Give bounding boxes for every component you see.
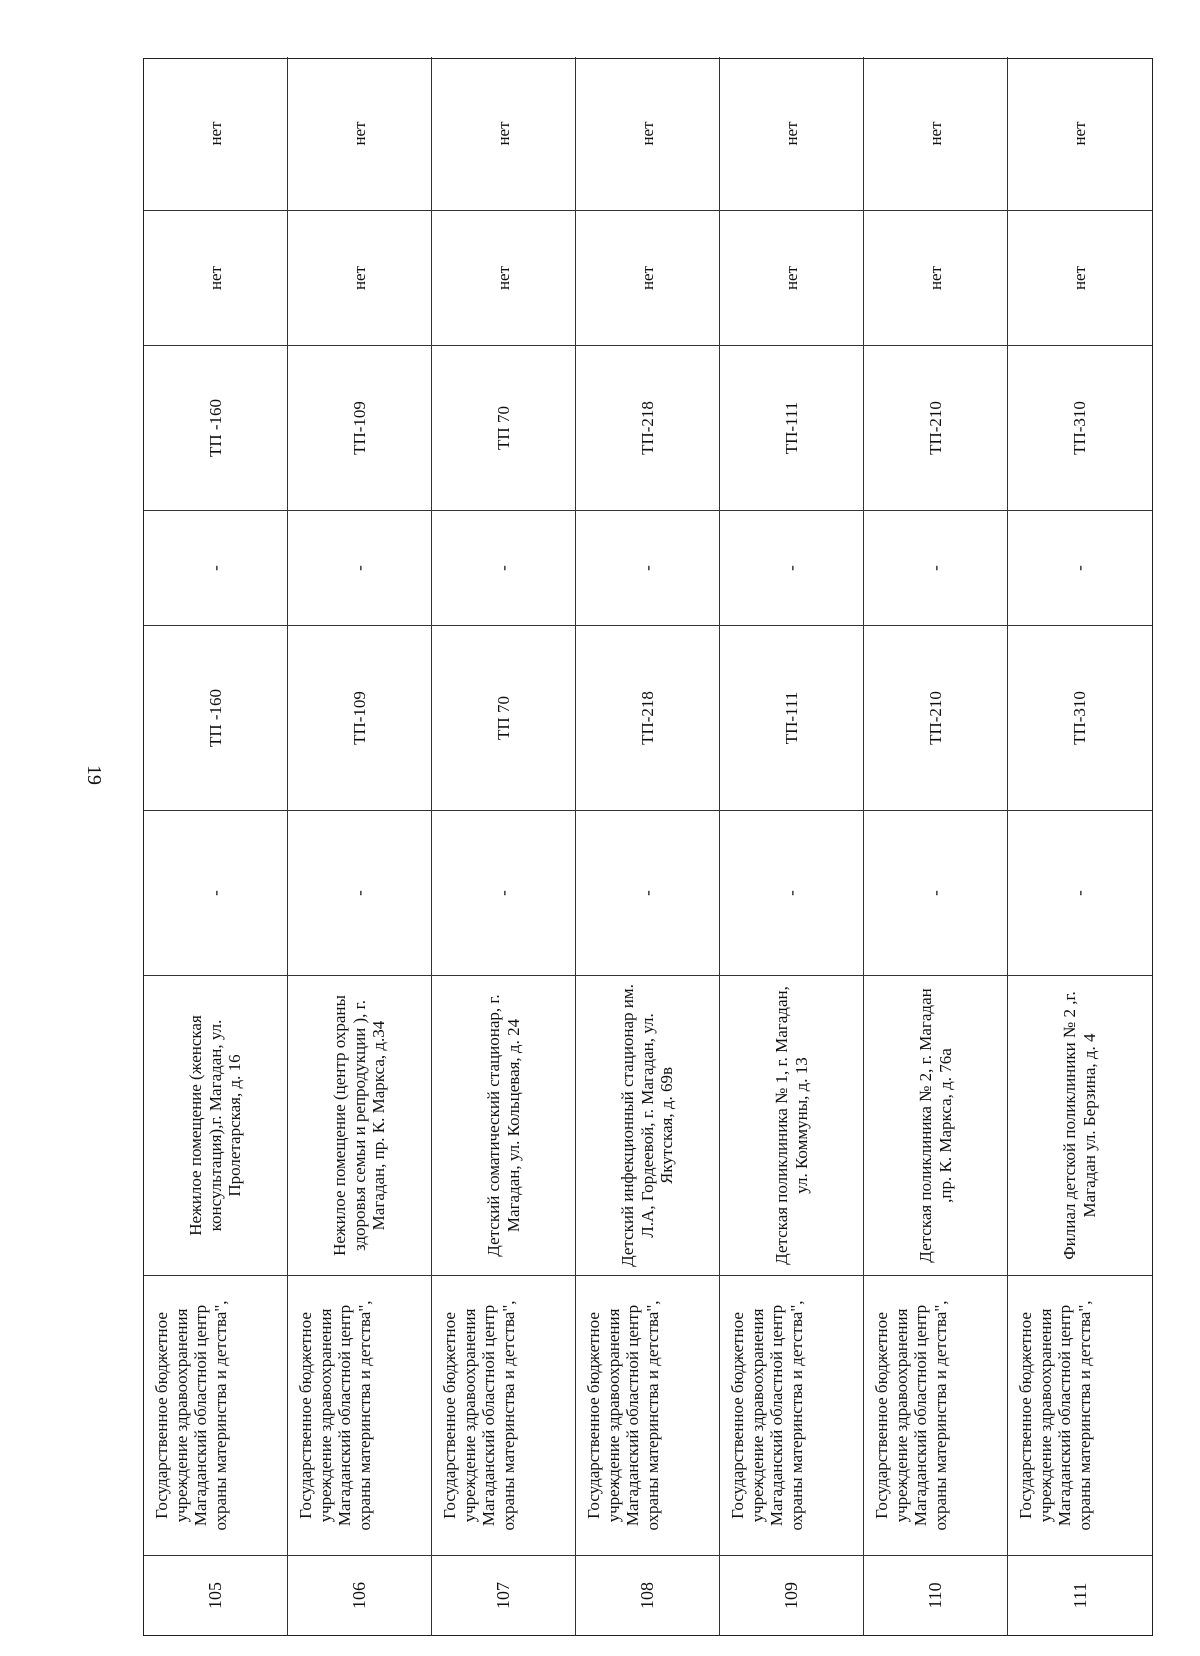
no-cell-2: нет [288, 57, 432, 210]
object-cell: Нежилое помещение (женская консультация),г. Магадан, ул. Пролетарская, д. 16 [144, 975, 288, 1275]
object-cell: Детский соматический стационар, г. Магадан, ул. Кольцевая, д. 24 [432, 975, 576, 1275]
dash-cell-2: - [144, 510, 288, 625]
substation-cell-2: ТП-310 [1008, 345, 1152, 510]
no-cell-1: нет [864, 210, 1008, 345]
row-number: 109 [720, 1555, 864, 1635]
dash-cell-1: - [720, 810, 864, 975]
row-number: 107 [432, 1555, 576, 1635]
table-rotator [143, 58, 1153, 1636]
substation-cell-2: ТП-109 [288, 345, 432, 510]
row-number: 106 [288, 1555, 432, 1635]
organization-cell: Государственное бюджетное учреждение здравоохранения Магаданский областной центр охраны материнства и детства", [1008, 1275, 1152, 1555]
substation-cell-2: ТП 70 [432, 345, 576, 510]
dash-cell-2: - [576, 510, 720, 625]
row-number: 108 [576, 1555, 720, 1635]
substation-cell-2: ТП-218 [576, 345, 720, 510]
no-cell-1: нет [432, 210, 576, 345]
dash-cell-2: - [432, 510, 576, 625]
dash-cell-1: - [1008, 810, 1152, 975]
organization-cell: Государственное бюджетное учреждение здравоохранения Магаданский областной центр охраны материнства и детства", [576, 1275, 720, 1555]
no-cell-1: нет [1008, 210, 1152, 345]
substation-cell-1: ТП-210 [864, 625, 1008, 810]
row-number: 111 [1008, 1555, 1152, 1635]
no-cell-2: нет [144, 57, 288, 210]
no-cell-2: нет [576, 57, 720, 210]
substation-cell-1: ТП-310 [1008, 625, 1152, 810]
object-cell: Детская поликлиника № 1, г. Магадан, ул. Коммуны, д. 13 [720, 975, 864, 1275]
row-number: 110 [864, 1555, 1008, 1635]
substation-cell-1: ТП-111 [720, 625, 864, 810]
organization-cell: Государственное бюджетное учреждение здравоохранения Магаданский областной центр охраны материнства и детства", [720, 1275, 864, 1555]
page-number: 19 [83, 765, 105, 785]
dash-cell-2: - [1008, 510, 1152, 625]
organization-cell: Государственное бюджетное учреждение здравоохранения Магаданский областной центр охраны материнства и детства", [432, 1275, 576, 1555]
no-cell-2: нет [720, 57, 864, 210]
substation-cell-2: ТП-210 [864, 345, 1008, 510]
substation-cell-2: ТП -160 [144, 345, 288, 510]
organization-cell: Государственное бюджетное учреждение здравоохранения Магаданский областной центр охраны материнства и детства", [144, 1275, 288, 1555]
dash-cell-1: - [864, 810, 1008, 975]
organization-cell: Государственное бюджетное учреждение здравоохранения Магаданский областной центр охраны материнства и детства", [288, 1275, 432, 1555]
dash-cell-1: - [432, 810, 576, 975]
dash-cell-1: - [576, 810, 720, 975]
no-cell-1: нет [576, 210, 720, 345]
no-cell-1: нет [288, 210, 432, 345]
dash-cell-1: - [288, 810, 432, 975]
no-cell-2: нет [1070, 121, 1090, 146]
dash-cell-1: - [144, 810, 288, 975]
object-cell: Нежилое помещение (центр охраны здоровья семьи и репродукции ), г. Магадан, пр. К. Маркса, д.34 [288, 975, 432, 1275]
substation-cell-1: ТП -160 [144, 625, 288, 810]
no-cell-2: нет [864, 57, 1008, 210]
data-table [143, 58, 1153, 1636]
object-cell: Филиал детской поликлиники № 2 ,г. Магадан ул. Берзина, д. 4 [1008, 975, 1152, 1275]
no-cell-1: нет [720, 210, 864, 345]
substation-cell-2: ТП-111 [720, 345, 864, 510]
no-cell-2: нет [432, 57, 576, 210]
object-cell: Детский инфекционный стационар им. Л.А, Гордеевой, г. Магадан, ул. Якутская, д. 69в [576, 975, 720, 1275]
dash-cell-2: - [720, 510, 864, 625]
organization-cell: Государственное бюджетное учреждение здравоохранения Магаданский областной центр охраны материнства и детства", [864, 1275, 1008, 1555]
substation-cell-1: ТП-109 [288, 625, 432, 810]
object-cell: Детская поликлиника № 2, г. Магадан ,пр. К. Маркса, д. 76а [864, 975, 1008, 1275]
substation-cell-1: ТП 70 [432, 625, 576, 810]
no-cell-1: нет [144, 210, 288, 345]
row-number: 105 [144, 1555, 288, 1635]
dash-cell-2: - [288, 510, 432, 625]
dash-cell-2: - [864, 510, 1008, 625]
substation-cell-1: ТП-218 [576, 625, 720, 810]
